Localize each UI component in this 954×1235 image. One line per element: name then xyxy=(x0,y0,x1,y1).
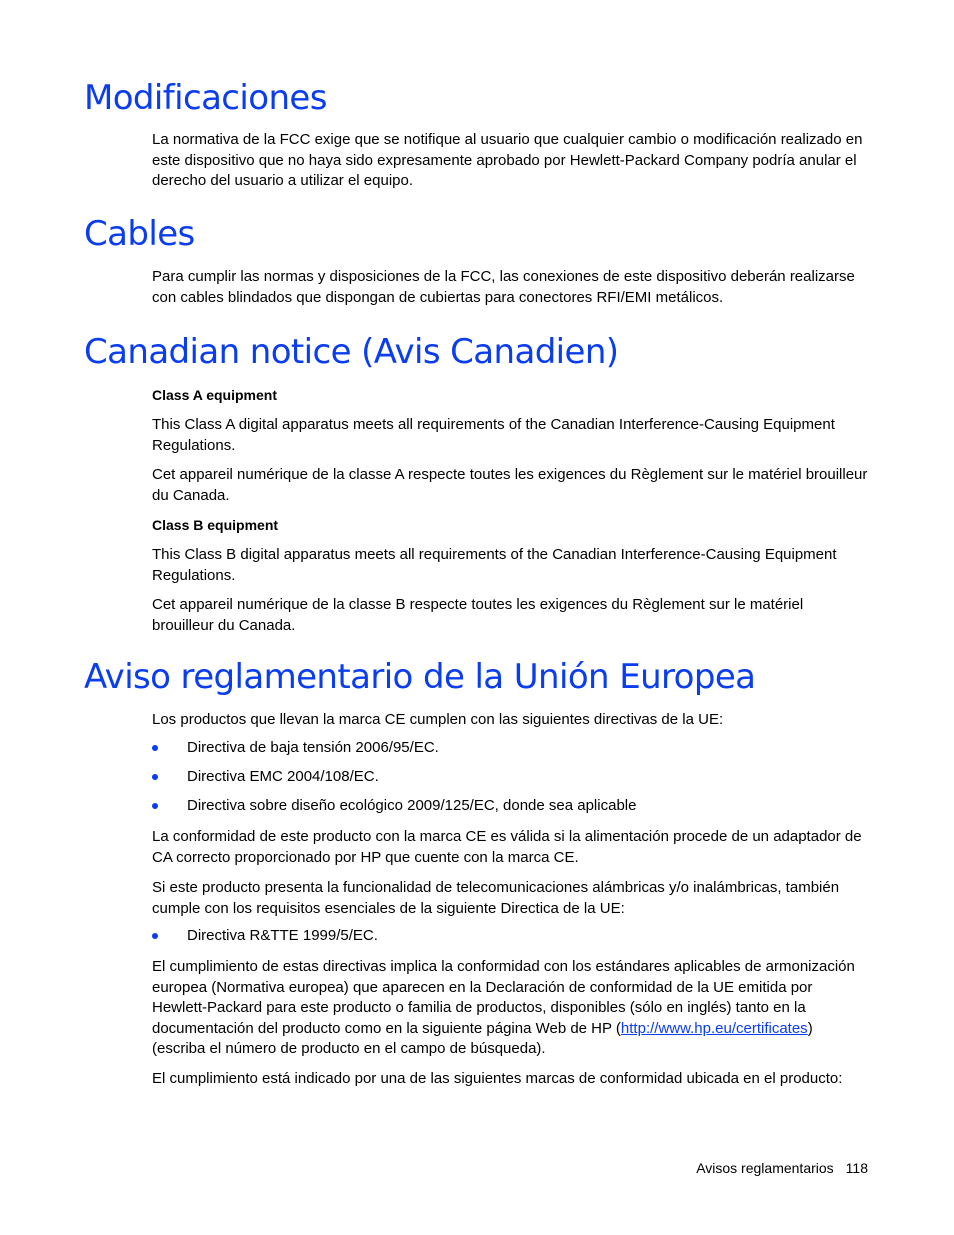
paragraph-cables: Para cumplir las normas y disposiciones de la FCC, las conexiones de este dispositivo deberán realizarse con cables blindados que dispongan de cubiertas para conectores RFI/EMI metálicos. xyxy=(152,268,855,306)
paragraph-eu-compliance xyxy=(152,957,868,1060)
certificates-link[interactable]: http://www.hp.eu/certificates xyxy=(620,1019,808,1037)
paragraph-eu-intro: Los productos que llevan la marca CE cumplen con las siguientes directivas de la UE: xyxy=(152,711,724,728)
bullet-icon xyxy=(152,803,158,809)
paragraph-class-b-fr: Cet appareil numérique de la classe B respecte toutes les exigences du Règlement sur le matériel brouilleur du Canada. xyxy=(152,596,804,634)
bullet-icon xyxy=(152,745,158,751)
heading-eu-notice: Aviso reglamentario de la Unión Europea xyxy=(84,657,756,697)
paragraph-class-a-fr: Cet appareil numérique de la classe A respecte toutes les exigences du Règlement sur le matériel brouilleur du Canada. xyxy=(152,466,868,504)
paragraph-eu-marks: El cumplimiento está indicado por una de las siguientes marcas de conformidad ubicada en el producto: xyxy=(152,1070,843,1087)
subheading-class-a: Class A equipment xyxy=(152,387,277,403)
footer-section-title: Avisos reglamentarios xyxy=(696,1160,834,1176)
paragraph-modificaciones: La normativa de la FCC exige que se notifique al usuario que cualquier cambio o modificación realizado en este dispositivo que no haya sido expresamente aprobado por Hewlett-Packard Company podría anular el derecho del usuario a utilizar el equipo. xyxy=(152,131,863,189)
list-item-text: Directiva EMC 2004/108/EC. xyxy=(187,768,379,785)
page-number: 118 xyxy=(845,1160,868,1176)
bullet-icon xyxy=(152,774,158,780)
heading-cables: Cables xyxy=(84,214,195,254)
list-item-text: Directiva R&TTE 1999/5/EC. xyxy=(187,927,378,944)
heading-modificaciones: Modificaciones xyxy=(84,78,327,118)
page-footer xyxy=(696,1158,868,1178)
paragraph-eu-compliance-text: El cumplimiento de estas directivas implica la conformidad con los estándares aplicables de armonización europea (Normativa europea) que aparecen en la Declaración de conformidad de la UE emitida por Hewlett-Packard para este producto o familia de productos, disponibles (sólo en inglés) tanto en la documentación del producto como en la siguiente página Web de HP ( xyxy=(152,958,855,1037)
paragraph-eu-telecom: Si este producto presenta la funcionalidad de telecomunicaciones alámbricas y/o inalámbricas, también cumple con los requisitos esenciales de la siguiente Directica de la UE: xyxy=(152,879,840,917)
list-item-text: Directiva sobre diseño ecológico 2009/125/EC, donde sea aplicable xyxy=(187,797,637,814)
paragraph-class-b-en: This Class B digital apparatus meets all requirements of the Canadian Interference-Causing Equipment Regulations. xyxy=(152,546,837,584)
subheading-class-b: Class B equipment xyxy=(152,517,279,533)
paragraph-eu-compliance-tail: ) (escriba el número de producto en el campo de búsqueda). xyxy=(152,1019,813,1057)
heading-canadian-notice: Canadian notice (Avis Canadien) xyxy=(84,332,619,372)
bullet-icon xyxy=(152,933,158,939)
list-item-text: Directiva de baja tensión 2006/95/EC. xyxy=(187,739,439,756)
paragraph-class-a-en: This Class A digital apparatus meets all requirements of the Canadian Interference-Causing Equipment Regulations. xyxy=(152,416,835,454)
paragraph-eu-ce-adapter: La conformidad de este producto con la marca CE es válida si la alimentación procede de un adaptador de CA correcto proporcionado por HP que cuente con la marca CE. xyxy=(152,828,862,866)
